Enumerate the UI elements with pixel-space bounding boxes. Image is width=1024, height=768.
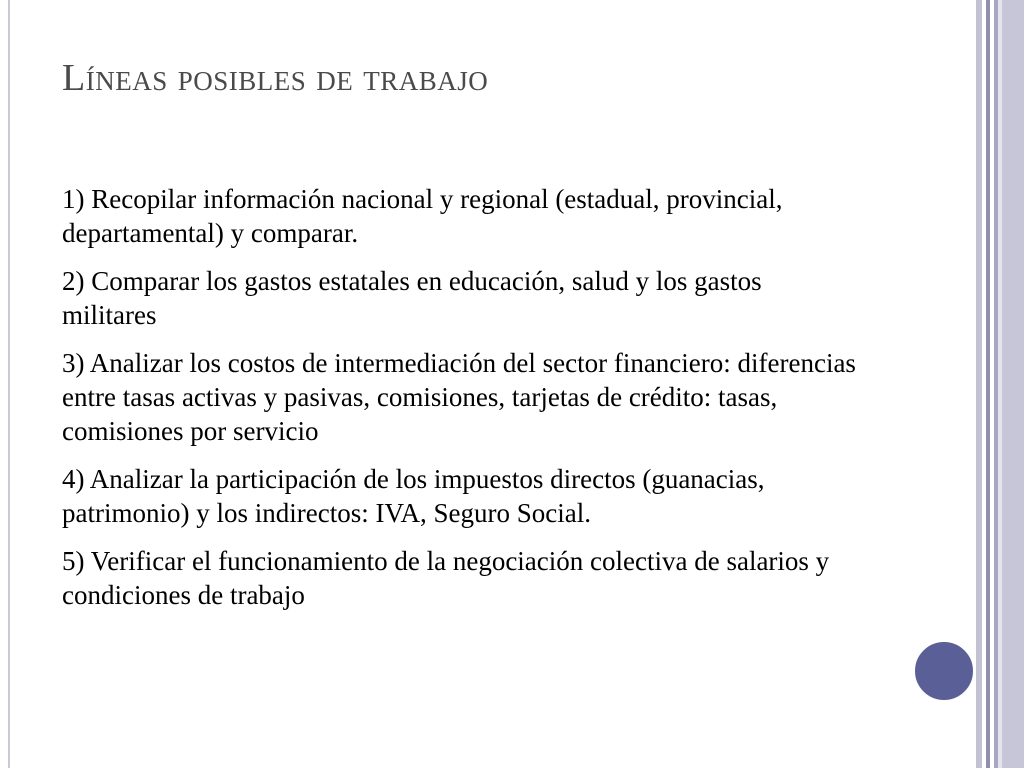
list-item: 1) Recopilar información nacional y regional (estadual, provincial, departamental) y comparar.: [62, 184, 783, 248]
slide-title: Líneas posibles de trabajo: [62, 57, 489, 99]
decorative-stripe: [1002, 0, 1024, 768]
left-border-line: [8, 0, 10, 768]
slide-body: [62, 182, 862, 626]
decorative-circle: [913, 640, 975, 702]
list-item: 5) Verificar el funcionamiento de la negociación colectiva de salarios y condiciones de trabajo: [62, 546, 830, 610]
list-item: 4) Analizar la participación de los impuestos directos (guanacias, patrimonio) y los indirectos: IVA, Seguro Social.: [62, 464, 765, 528]
list-item: 3) Analizar los costos de intermediación del sector financiero: diferencias entre tasas activas y pasivas, comisiones, tarjetas de crédito: tasas, comisiones por servicio: [62, 348, 856, 446]
list-item: 2) Comparar los gastos estatales en educación, salud y los gastos militares: [62, 266, 762, 330]
